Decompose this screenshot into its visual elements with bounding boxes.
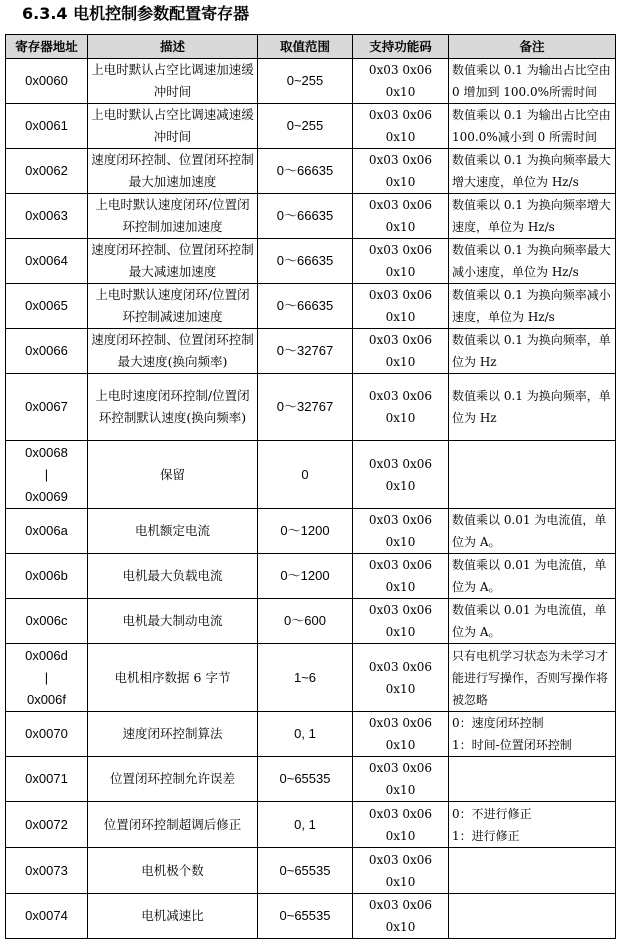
- register-description: 电机极个数: [88, 848, 258, 894]
- value-range: 0, 1: [258, 802, 353, 848]
- register-description: 保留: [88, 441, 258, 509]
- table-row: [6, 509, 616, 554]
- register-description: 速度闭环控制、位置闭环控制最大速度(换向频率): [88, 329, 258, 374]
- table-row: [6, 599, 616, 644]
- table-row: [6, 329, 616, 374]
- register-address: 0x0070: [6, 712, 88, 757]
- function-codes: [353, 59, 449, 104]
- register-note: 数值乘以 0.01 为电流值，单位为 A。: [449, 599, 616, 644]
- value-range: 0~65535: [258, 757, 353, 802]
- register-description: 电机减速比: [88, 894, 258, 939]
- table-row: [6, 194, 616, 239]
- register-address: 0x0063: [6, 194, 88, 239]
- register-description: 上电时默认速度闭环/位置闭环控制加速加速度: [88, 194, 258, 239]
- register-description: 上电时默认占空比调速减速缓冲时间: [88, 104, 258, 149]
- table-row: [6, 802, 616, 848]
- function-code-line: 0x03 0x06: [368, 716, 433, 730]
- function-code-line: 0x03 0x06: [368, 761, 433, 775]
- function-codes: [353, 441, 449, 509]
- register-note: [449, 441, 616, 509]
- function-code-line: 0x10: [385, 828, 416, 843]
- register-address: 0x0072: [6, 802, 88, 848]
- table-row: [6, 757, 616, 802]
- value-range: 0～32767: [258, 329, 353, 374]
- function-codes: [353, 712, 449, 757]
- function-codes: [353, 848, 449, 894]
- function-code-line: 0x03 0x06: [368, 513, 433, 527]
- register-note: [449, 757, 616, 802]
- register-address: 0x0060: [6, 59, 88, 104]
- function-codes: [353, 149, 449, 194]
- value-range: 0~65535: [258, 848, 353, 894]
- table-row: [6, 59, 616, 104]
- value-range: 0～66635: [258, 194, 353, 239]
- function-code-line: 0x10: [385, 175, 416, 189]
- function-codes: [353, 194, 449, 239]
- register-address: 0x0062: [6, 149, 88, 194]
- register-note: 数值乘以 0.1 为输出占比空由 100.0%减小到 0 所需时间: [449, 104, 616, 149]
- function-code-line: 0x03 0x06: [368, 63, 433, 77]
- register-note: 数值乘以 0.1 为换向频率增大速度，单位为 Hz/s: [449, 194, 616, 239]
- function-codes: [353, 374, 449, 441]
- function-code-line: 0x10: [385, 85, 416, 99]
- register-address: 0x0061: [6, 104, 88, 149]
- register-description: 上电时速度闭环控制/位置闭环控制默认速度(换向频率): [88, 374, 258, 441]
- register-table: [5, 34, 616, 939]
- register-note: 数值乘以 0.1 为换向频率，单位为 Hz: [449, 329, 616, 374]
- header-description: 描述: [88, 35, 258, 59]
- register-description: 位置闭环控制超调后修正: [88, 802, 258, 848]
- function-code-line: 0x03 0x06: [368, 198, 433, 212]
- register-description: 速度闭环控制算法: [88, 712, 258, 757]
- header-notes: 备注: [449, 35, 616, 59]
- function-code-line: 0x10: [385, 265, 416, 279]
- value-range: 0, 1: [258, 712, 353, 757]
- register-address: 0x006d | 0x006f: [6, 644, 88, 712]
- function-code-line: 0x03 0x06: [368, 558, 433, 572]
- register-description: 速度闭环控制、位置闭环控制最大加速加速度: [88, 149, 258, 194]
- function-code-line: 0x10: [385, 220, 416, 234]
- function-code-line: 0x10: [385, 874, 416, 889]
- function-codes: [353, 509, 449, 554]
- function-code-line: 0x10: [385, 130, 416, 144]
- table-body: [6, 59, 616, 939]
- table-row: [6, 848, 616, 894]
- value-range: 0～1200: [258, 554, 353, 599]
- value-range: 0～32767: [258, 374, 353, 441]
- function-code-line: 0x10: [385, 920, 416, 934]
- table-row: [6, 284, 616, 329]
- register-address: 0x0068 | 0x0069: [6, 441, 88, 509]
- register-note: 数值乘以 0.1 为换向频率最大减小速度，单位为 Hz/s: [449, 239, 616, 284]
- register-address: 0x0074: [6, 894, 88, 939]
- register-address: 0x0064: [6, 239, 88, 284]
- register-note: 数值乘以 0.01 为电流值，单位为 A。: [449, 554, 616, 599]
- function-code-line: 0x10: [385, 355, 416, 369]
- function-code-line: 0x03 0x06: [368, 389, 433, 403]
- register-address: 0x0073: [6, 848, 88, 894]
- value-range: 0～600: [258, 599, 353, 644]
- function-codes: [353, 104, 449, 149]
- table-row: [6, 104, 616, 149]
- register-note: 数值乘以 0.1 为换向频率最大增大速度，单位为 Hz/s: [449, 149, 616, 194]
- register-note: 数值乘以 0.1 为输出占比空由 0 增加到 100.0%所需时间: [449, 59, 616, 104]
- header-range: 取值范围: [258, 35, 353, 59]
- value-range: 0～1200: [258, 509, 353, 554]
- function-code-line: 0x03 0x06: [368, 852, 433, 867]
- register-description: 位置闭环控制允许误差: [88, 757, 258, 802]
- register-description: 电机最大负载电流: [88, 554, 258, 599]
- function-code-line: 0x10: [385, 411, 416, 425]
- register-note: 0：速度闭环控制 1：时间-位置闭环控制: [449, 712, 616, 757]
- register-note: 数值乘以 0.01 为电流值，单位为 A。: [449, 509, 616, 554]
- function-codes: [353, 644, 449, 712]
- function-code-line: 0x10: [385, 783, 416, 797]
- function-code-line: 0x10: [385, 738, 416, 752]
- register-note: 只有电机学习状态为未学习才能进行写操作，否则写操作将被忽略: [449, 644, 616, 712]
- value-range: 0~255: [258, 104, 353, 149]
- register-description: 电机最大制动电流: [88, 599, 258, 644]
- register-note: 数值乘以 0.1 为换向频率，单位为 Hz: [449, 374, 616, 441]
- table-row: [6, 374, 616, 441]
- value-range: 1~6: [258, 644, 353, 712]
- function-code-line: 0x03 0x06: [368, 456, 433, 471]
- register-address: 0x0065: [6, 284, 88, 329]
- function-code-line: 0x10: [385, 681, 416, 696]
- function-codes: [353, 284, 449, 329]
- function-code-line: 0x10: [385, 625, 416, 639]
- function-codes: [353, 599, 449, 644]
- value-range: 0~65535: [258, 894, 353, 939]
- table-header-row: [6, 35, 616, 59]
- table-row: [6, 894, 616, 939]
- function-codes: [353, 802, 449, 848]
- register-description: 电机额定电流: [88, 509, 258, 554]
- table-row: [6, 644, 616, 712]
- table-row: [6, 149, 616, 194]
- function-code-line: 0x03 0x06: [368, 153, 433, 167]
- function-code-line: 0x03 0x06: [368, 108, 433, 122]
- register-address: 0x006b: [6, 554, 88, 599]
- value-range: 0～66635: [258, 149, 353, 194]
- register-address: 0x0067: [6, 374, 88, 441]
- section-title: 6.3.4 电机控制参数配置寄存器: [22, 4, 250, 23]
- function-code-line: 0x03 0x06: [368, 659, 433, 674]
- register-description: 电机相序数据 6 字节: [88, 644, 258, 712]
- function-code-line: 0x03 0x06: [368, 603, 433, 617]
- header-address: 寄存器地址: [6, 35, 88, 59]
- register-address: 0x006c: [6, 599, 88, 644]
- function-code-line: 0x10: [385, 580, 416, 594]
- function-code-line: 0x03 0x06: [368, 898, 433, 912]
- table-row: [6, 239, 616, 284]
- header-function-codes: 支持功能码: [353, 35, 449, 59]
- register-note: 0：不进行修正 1：进行修正: [449, 802, 616, 848]
- function-codes: [353, 329, 449, 374]
- function-codes: [353, 239, 449, 284]
- function-code-line: 0x10: [385, 535, 416, 549]
- function-code-line: 0x03 0x06: [368, 288, 433, 302]
- value-range: 0～66635: [258, 284, 353, 329]
- function-code-line: 0x03 0x06: [368, 806, 433, 821]
- register-address: 0x0066: [6, 329, 88, 374]
- table-row: [6, 712, 616, 757]
- register-description: 上电时默认占空比调速加速缓冲时间: [88, 59, 258, 104]
- register-address: 0x006a: [6, 509, 88, 554]
- function-codes: [353, 894, 449, 939]
- table-row: [6, 554, 616, 599]
- value-range: 0~255: [258, 59, 353, 104]
- table-row: [6, 441, 616, 509]
- function-code-line: 0x03 0x06: [368, 333, 433, 347]
- register-note: 数值乘以 0.1 为换向频率减小速度，单位为 Hz/s: [449, 284, 616, 329]
- register-address: 0x0071: [6, 757, 88, 802]
- register-description: 上电时默认速度闭环/位置闭环控制减速加速度: [88, 284, 258, 329]
- register-note: [449, 848, 616, 894]
- register-note: [449, 894, 616, 939]
- register-description: 速度闭环控制、位置闭环控制最大减速加速度: [88, 239, 258, 284]
- function-codes: [353, 757, 449, 802]
- value-range: 0: [258, 441, 353, 509]
- function-codes: [353, 554, 449, 599]
- value-range: 0～66635: [258, 239, 353, 284]
- function-code-line: 0x10: [385, 478, 416, 493]
- function-code-line: 0x10: [385, 310, 416, 324]
- function-code-line: 0x03 0x06: [368, 243, 433, 257]
